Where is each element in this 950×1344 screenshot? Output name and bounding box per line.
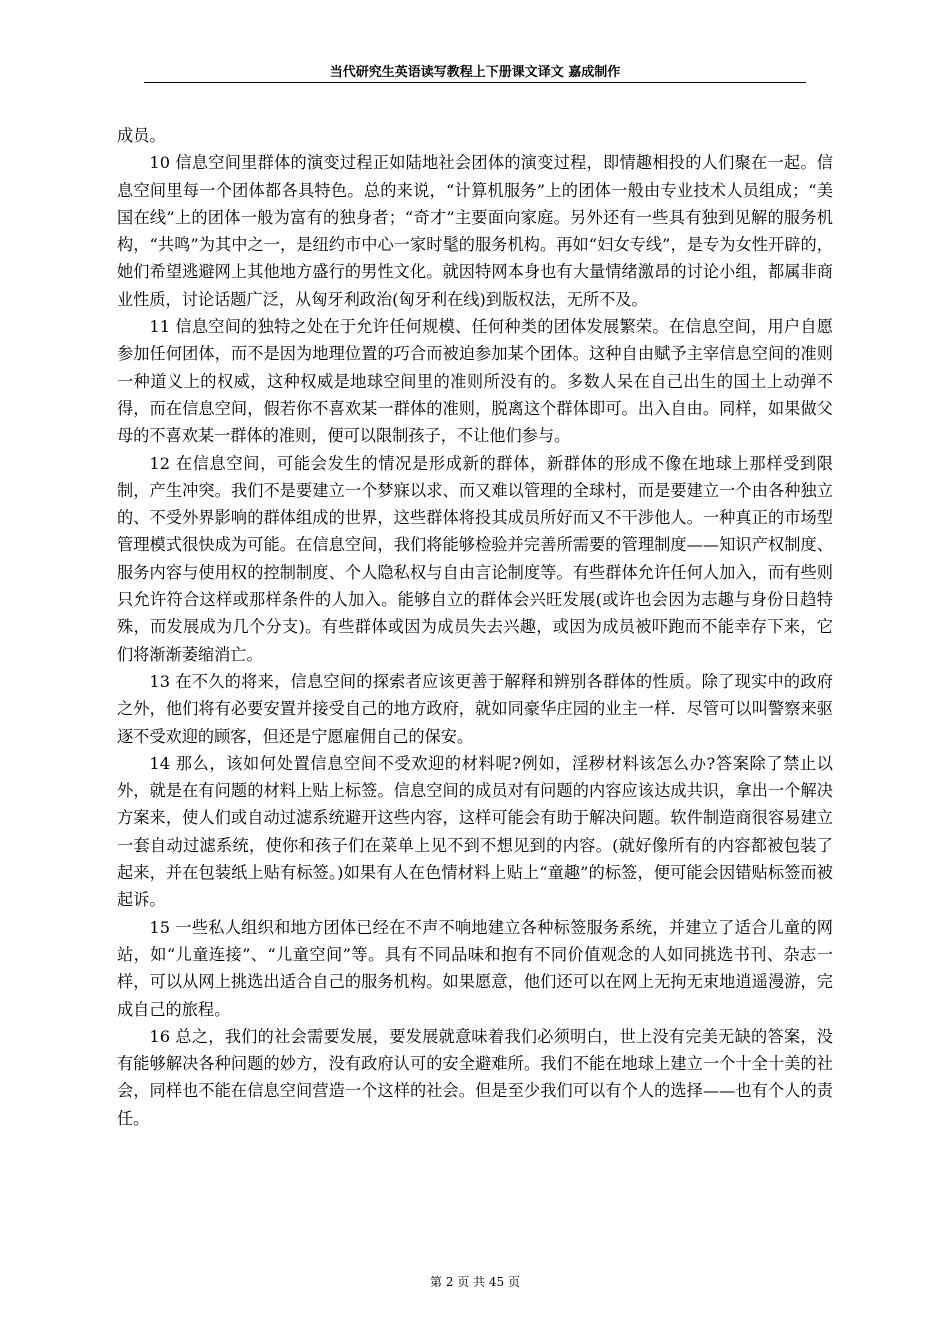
paragraph-13: 13 在不久的将来，信息空间的探索者应该更善于解释和辨别各群体的性质。除了现实中的政府之外，他们将有必要安置并接受自己的地方政府，就如同豪华庄园的业主一样．尽管可以叫警察来驱逐不受欢迎的顾客，但还是宁愿雇佣自己的保安。 (117, 671, 833, 746)
paragraph-12: 12 在信息空间，可能会发生的情况是形成新的群体，新群体的形成不像在地球上那样受到限制，产生冲突。我们不是要建立一个梦寐以求、而又难以管理的全球村，而是要建立一个由各种独立的、不受外界影响的群体组成的世界，这些群体将投其成员所好而又不干涉他人。一种真正的市场型管理模式很快成为可能。在信息空间，我们将能够检验并完善所需要的管理制度——知识产权制度、服务内容与使用权的控制制度、个人隐私权与自由言论制度等。有些群体允许任何人加入，而有些则只允许符合这样或那样条件的人加入。能够自立的群体会兴旺发展(或许也会因为志趣与身份日趋特殊，而发展成为几个分支)。有些群体或因为成员失去兴趣，或因为成员被吓跑而不能幸存下来，它们将渐渐萎缩消亡。 (117, 453, 833, 664)
paragraph-10: 10 信息空间里群体的演变过程正如陆地社会团体的演变过程，即情趣相投的人们聚在一起。信息空间里每一个团体都各具特色。总的来说，“计算机服务”上的团体一般由专业技术人员组成；“美国在线”上的团体一般为富有的独身者；“奇才”主要面向家庭。另外还有一些具有独到见解的服务机构，“共鸣”为其中之一，是纽约市中心一家时髦的服务机构。再如“妇女专线”，是专为女性开辟的，她们希望逃避网上其他地方盛行的男性文化。就因特网本身也有大量情绪激昂的讨论小组，都属非商业性质，讨论话题广泛，从匈牙利政治(匈牙利在线)到版权法，无所不及。 (117, 153, 833, 309)
header-divider (144, 82, 806, 83)
paragraph-16: 16 总之，我们的社会需要发展，要发展就意味着我们必须明白，世上没有完美无缺的答案，没有能够解决各种问题的妙方，没有政府认可的安全避难所。我们不能在地球上建立一个十全十美的社会，同样也不能在信息空间营造一个这样的社会。但是至少我们可以有个人的选择——也有个人的责任。 (117, 1026, 833, 1128)
paragraph-14: 14 那么，该如何处置信息空间不受欢迎的材料呢?例如，淫秽材料该怎么办?答案除了禁止以外，就是在有问题的材料上贴上标签。信息空间的成员对有问题的内容应该达成共识，拿出一个解决方案来，使人们或自动过滤系统避开这些内容，这样可能会有助于解决问题。软件制造商很容易建立一套自动过滤系统，使你和孩子们在菜单上见不到不想见到的内容。(就好像所有的内容都被包装了起来，并在包装纸上贴有标签。)如果有人在色情材料上贴上“童趣”的标签，便可能会因错贴标签而被起诉。 (117, 753, 833, 910)
paragraph-continuation: 成员。 (117, 126, 166, 145)
page-header-title: 当代研究生英语读写教程上下册课文译文 嘉成制作 (329, 65, 621, 80)
page-number-footer: 第 2 页 共 45 页 (430, 1275, 520, 1289)
paragraph-15: 15 一些私人组织和地方团体已经在不声不响地建立各种标签服务系统，并建立了适合儿童的网站，如“儿童连接”、“儿童空间”等。具有不同品味和抱有不同价值观念的人如同挑选书刊、杂志一样，可以从网上挑选出适合自己的服务机构。如果愿意，他们还可以在网上无拘无束地逍遥漫游，完成自己的旅程。 (117, 917, 833, 1019)
paragraph-11: 11 信息空间的独特之处在于允许任何规模、任何种类的团体发展繁荣。在信息空间，用户自愿参加任何团体，而不是因为地理位置的巧合而被迫参加某个团体。这种自由赋予主宰信息空间的准则一种道义上的权威，这种权威是地球空间里的准则所没有的。多数人呆在自己出生的国土上动弹不得，而在信息空间，假若你不喜欢某一群体的准则，脱离这个群体即可。出入自由。同样，如果做父母的不喜欢某一群体的准则，便可以限制孩子，不让他们参与。 (117, 317, 833, 446)
document-body (117, 122, 833, 1132)
